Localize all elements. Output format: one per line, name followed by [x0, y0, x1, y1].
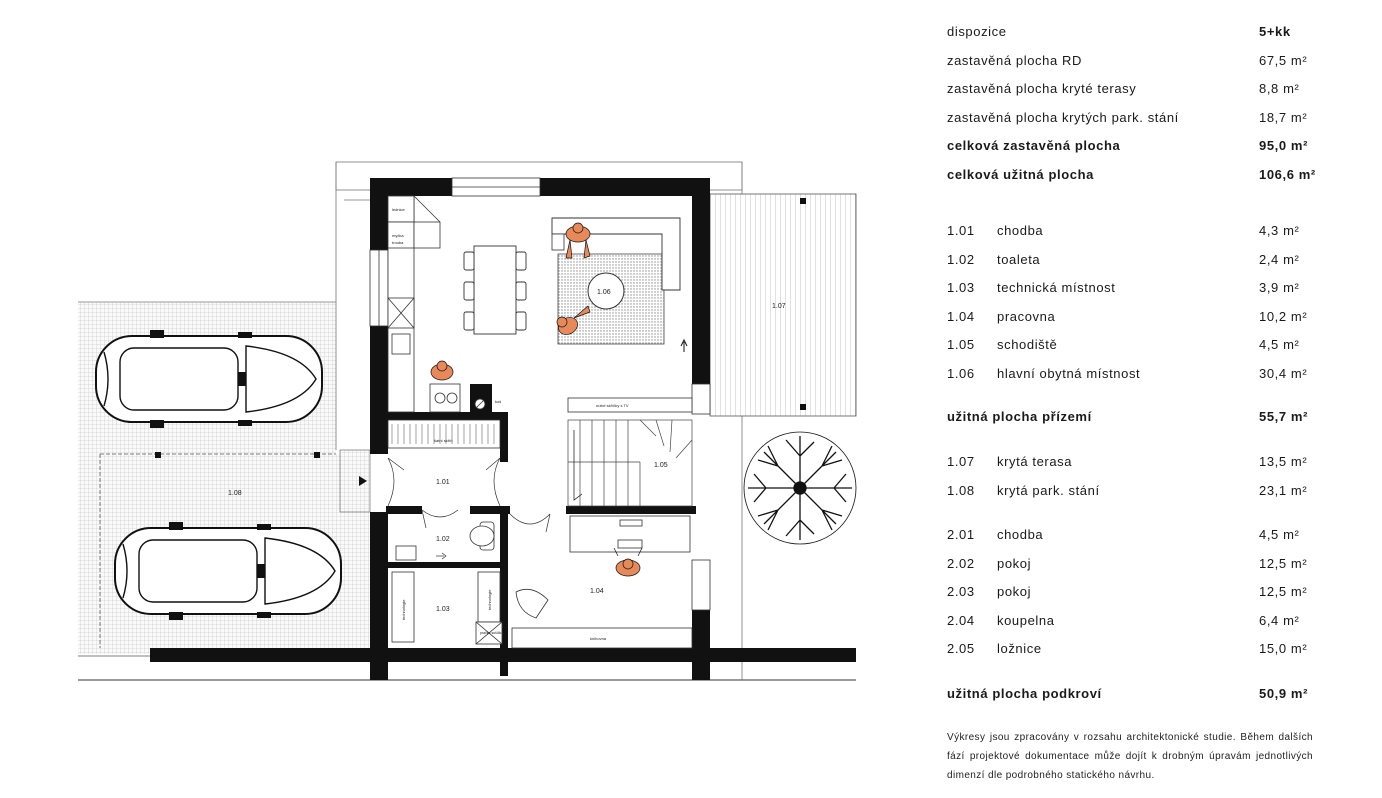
room-number: 2.02 [947, 555, 975, 571]
area-row [947, 81, 1337, 101]
tv-unit [568, 398, 692, 412]
area-row [947, 556, 1337, 576]
area-row [947, 527, 1337, 547]
summary-label: zastavěná plocha RD [947, 52, 1082, 68]
room-number: 2.03 [947, 584, 975, 599]
room-name: technická místnost [997, 280, 1116, 295]
disclaimer-note: Výkresy jsou zpracovány v rozsahu architektonické studie. Během dalších fází projektové dokumentace může dojít k drobným úpravám jednotlivých dimenzí dle podrobného statického návrhu. [947, 732, 1313, 781]
room-label-104: 1.04 [590, 588, 604, 595]
summary-value: 67,5 m² [1259, 52, 1308, 68]
room-name: chodba [997, 223, 1044, 238]
room-number: 1.02 [947, 251, 975, 267]
study-furniture [512, 516, 692, 648]
tree-symbol [744, 432, 856, 544]
room-name: ložnice [997, 641, 1042, 656]
room-name: hlavní obytná místnost [997, 365, 1141, 381]
car-bottom [115, 522, 341, 620]
room-number: 2.05 [947, 641, 975, 656]
room-area: 4,3 m² [1259, 223, 1300, 238]
summary-value: 5+kk [1259, 24, 1291, 39]
room-number: 1.08 [947, 482, 975, 498]
area-row [947, 686, 1337, 706]
ground-total-label: užitná plocha přízemí [947, 409, 1092, 424]
room-number: 1.03 [947, 280, 975, 295]
label-technology-1: technologie [401, 599, 406, 620]
ground-total-value: 55,7 m² [1259, 409, 1309, 424]
room-number: 2.04 [947, 612, 975, 628]
area-row [947, 167, 1337, 187]
label-laundry: pračka sušička [480, 631, 504, 635]
room-name: krytá terasa [997, 454, 1073, 469]
summary-value: 106,6 m² [1259, 166, 1316, 182]
room-area: 12,5 m² [1259, 584, 1308, 599]
room-number: 1.06 [947, 365, 975, 381]
room-number: 1.04 [947, 308, 975, 324]
area-row [947, 613, 1337, 633]
room-name: koupelna [997, 612, 1055, 628]
area-row [947, 110, 1337, 130]
room-number: 1.07 [947, 454, 975, 469]
room-name: toaleta [997, 251, 1041, 267]
area-row [947, 223, 1337, 243]
summary-label: dispozice [947, 24, 1007, 39]
label-bookcase: knihovna [590, 636, 607, 641]
room-area: 3,9 m² [1259, 280, 1300, 295]
room-area: 15,0 m² [1259, 641, 1308, 656]
attic-total-value: 50,9 m² [1259, 686, 1309, 701]
room-name: krytá park. stání [997, 482, 1100, 498]
room-name: pokoj [997, 584, 1032, 599]
room-number: 1.01 [947, 223, 975, 238]
area-row [947, 641, 1337, 661]
kitchen-counter [388, 196, 485, 412]
room-name: chodba [997, 527, 1044, 542]
label-wardrobe: šatní skříň [434, 438, 453, 443]
label-technology-2: technologie [487, 589, 492, 610]
room-label-107: 1.07 [772, 303, 786, 310]
label-kitchen-1: lednice [392, 207, 405, 212]
room-name: pracovna [997, 308, 1056, 324]
summary-value: 8,8 m² [1259, 81, 1300, 96]
car-top [96, 330, 322, 428]
room-area: 4,5 m² [1259, 337, 1300, 352]
attic-total-label: užitná plocha podkroví [947, 686, 1102, 701]
room-area: 10,2 m² [1259, 308, 1308, 324]
room-name: pokoj [997, 555, 1032, 571]
room-area: 4,5 m² [1259, 527, 1300, 542]
area-row [947, 366, 1337, 386]
room-name: schodiště [997, 337, 1058, 352]
wardrobe [388, 420, 500, 448]
summary-label: celková užitná plocha [947, 166, 1094, 182]
summary-value: 18,7 m² [1259, 109, 1308, 125]
label-kitchen-2: myčka [392, 233, 404, 238]
room-label-103: 1.03 [436, 606, 450, 613]
label-kitchen-3: trouba [392, 240, 404, 245]
area-row [947, 24, 1337, 44]
summary-label: zastavěná plocha krytých park. stání [947, 109, 1179, 125]
room-area: 2,4 m² [1259, 251, 1300, 267]
staircase [568, 420, 692, 506]
area-row [947, 337, 1337, 357]
summary-label: celková zastavěná plocha [947, 138, 1121, 153]
area-row [947, 252, 1337, 272]
room-area: 30,4 m² [1259, 365, 1308, 381]
summary-label: zastavěná plocha kryté terasy [947, 81, 1137, 96]
area-row [947, 280, 1337, 300]
room-area: 23,1 m² [1259, 482, 1308, 498]
room-area: 6,4 m² [1259, 612, 1300, 628]
room-number: 1.05 [947, 337, 975, 352]
area-row [947, 584, 1337, 604]
label-kos: koš [495, 399, 502, 404]
area-row [947, 454, 1337, 474]
dining-table [464, 246, 526, 334]
area-row [947, 483, 1337, 503]
room-number: 2.01 [947, 527, 975, 542]
area-row [947, 309, 1337, 329]
label-tv-unit: nízké skříňky s TV [596, 403, 629, 408]
room-label-101: 1.01 [436, 479, 450, 486]
area-row [947, 409, 1337, 429]
room-label-102: 1.02 [436, 536, 450, 543]
room-area: 13,5 m² [1259, 454, 1308, 469]
summary-value: 95,0 m² [1259, 138, 1309, 153]
area-row [947, 138, 1337, 158]
room-label-106: 1.06 [597, 289, 611, 296]
room-label-108: 1.08 [228, 490, 242, 497]
room-area: 12,5 m² [1259, 555, 1308, 571]
area-row [947, 53, 1337, 73]
room-label-105: 1.05 [654, 462, 668, 469]
